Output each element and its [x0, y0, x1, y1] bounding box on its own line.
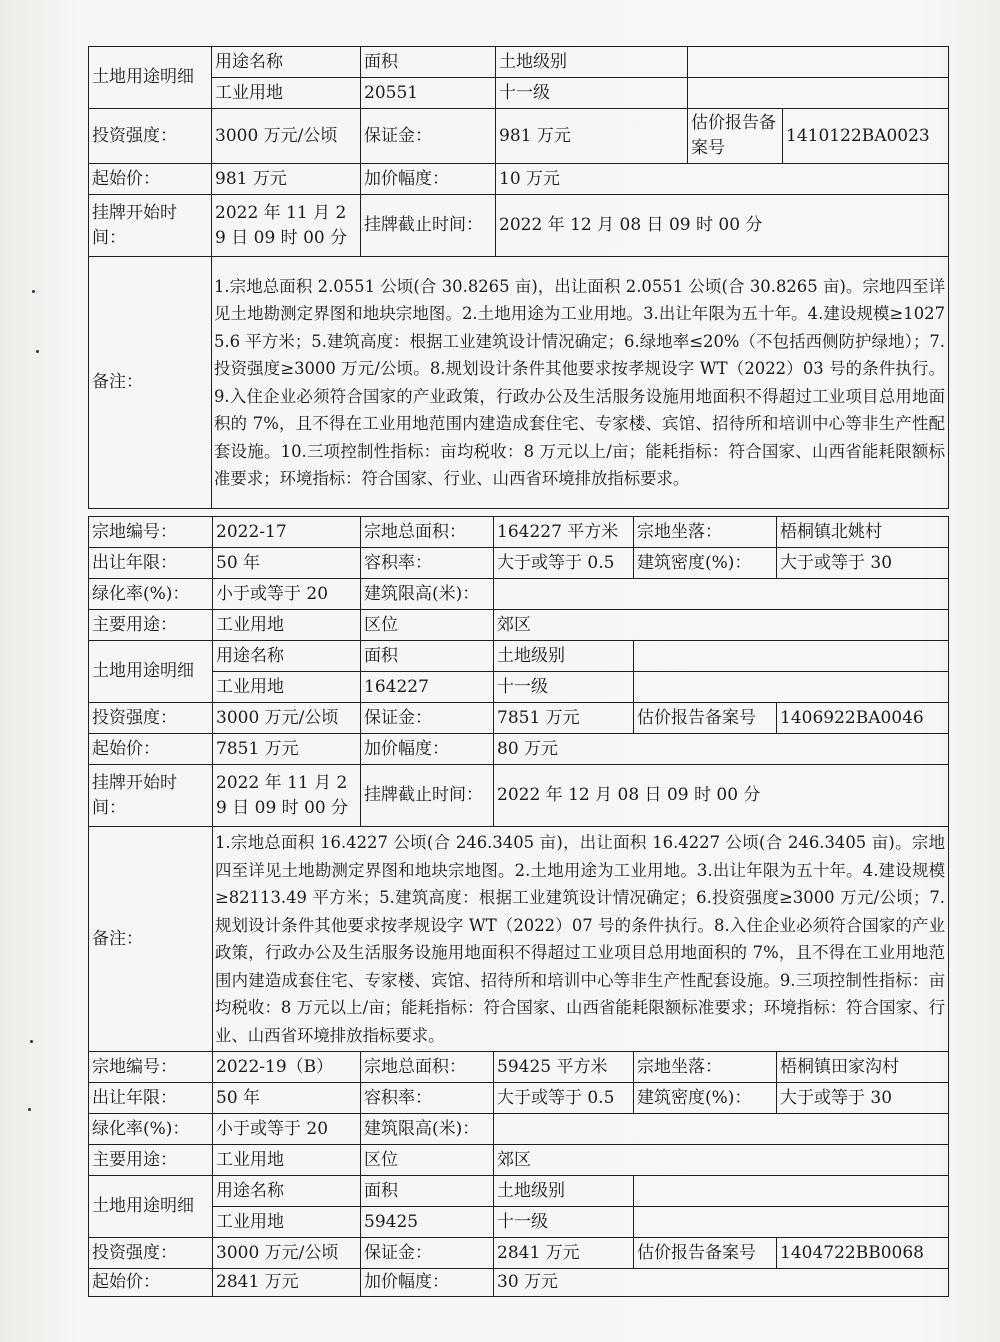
scan-speck: [28, 1108, 31, 1111]
area-header: 面积: [361, 641, 494, 672]
investment-value: 3000 万元/公顷: [212, 109, 361, 164]
density-label: 建筑密度(%)：: [634, 1083, 777, 1114]
increment-value: 80 万元: [494, 734, 949, 765]
main-use-label: 主要用途：: [89, 1145, 213, 1176]
level-value: 十一级: [494, 1207, 634, 1238]
level-header: 土地级别: [496, 47, 688, 78]
location-label: 宗地坐落：: [634, 1052, 777, 1083]
deposit-value: 981 万元: [496, 109, 688, 164]
level-header: 土地级别: [494, 641, 634, 672]
height-label: 建筑限高(米)：: [361, 579, 494, 610]
listing-start-label: 挂牌开始时间：: [89, 195, 212, 257]
green-label: 绿化率(%)：: [89, 1114, 213, 1145]
usage-detail-label: 土地用途明细: [89, 641, 213, 703]
total-area-label: 宗地总面积：: [361, 1052, 494, 1083]
location: 梧桐镇田家沟村: [777, 1052, 949, 1083]
appraisal-label: 估价报告备案号: [688, 109, 783, 164]
increment-label: 加价幅度：: [361, 164, 496, 195]
listing-end-value: 2022 年 12 月 08 日 09 时 00 分: [494, 765, 949, 827]
start-price-value: 7851 万元: [213, 734, 361, 765]
listing-end-label: 挂牌截止时间：: [361, 195, 496, 257]
main-use-label: 主要用途：: [89, 610, 213, 641]
appraisal-value: 1406922BA0046: [777, 703, 949, 734]
area-value: 164227: [361, 672, 494, 703]
density: 大于或等于 30: [777, 1083, 949, 1114]
listing-start-value: 2022 年 11 月 29 日 09 时 00 分: [213, 765, 361, 827]
term: 50 年: [213, 1083, 361, 1114]
far-label: 容积率：: [361, 1083, 494, 1114]
term-label: 出让年限：: [89, 548, 213, 579]
empty-cell: [688, 47, 949, 78]
deposit-value: 2841 万元: [494, 1238, 634, 1269]
scan-speck: [32, 290, 35, 293]
empty-cell: [634, 641, 949, 672]
appraisal-value: 1404722BB0068: [777, 1238, 949, 1269]
total-area: 164227 平方米: [494, 517, 634, 548]
level-value: 十一级: [494, 672, 634, 703]
district-label: 区位: [361, 1145, 494, 1176]
appraisal-label: 估价报告备案号: [634, 1238, 777, 1269]
parcel-no: 2022-17: [213, 517, 361, 548]
listing-start-label: 挂牌开始时间：: [89, 765, 213, 827]
usage-name: 工业用地: [212, 78, 361, 109]
parcel-table-b: [88, 516, 949, 1297]
start-price-value: 2841 万元: [213, 1269, 361, 1297]
term: 50 年: [213, 548, 361, 579]
empty-cell: [634, 1176, 949, 1207]
empty-cell: [688, 78, 949, 109]
main-use: 工业用地: [213, 1145, 361, 1176]
start-price-label: 起始价：: [89, 1269, 213, 1297]
area-value: 59425: [361, 1207, 494, 1238]
start-price-label: 起始价：: [89, 164, 212, 195]
far: 大于或等于 0.5: [494, 1083, 634, 1114]
remarks-text: 1.宗地总面积 16.4227 公顷(合 246.3405 亩)，出让面积 16.4227 公顷(合 246.3405 亩)。宗地四至详见土地勘测定界图和地块宗地图。2.土地用途为工业用地。3.出让年限为五十年。4.建设规模≥82113.49 平方米；5.建筑高度：根据工业建筑设计情况确定；6.投资强度≥3000 万元/公顷；7.规划设计条件其他要求按孝规设字 WT（2022）07 号的条件执行。8.入住企业必须符合国家的产业政策，行政办公及生活服务设施用地面积不得超过工业项目总用地面积的 7%，且不得在工业用地范围内建造成套住宅、专家楼、宾馆、招待所和培训中心等非生产性配套设施。9.三项控制性指标：亩均税收：8 万元以上/亩；能耗指标：符合国家、山西省能耗限额标准要求；环境指标：符合国家、行业、山西省环境排放指标要求。: [213, 827, 949, 1052]
green-label: 绿化率(%)：: [89, 579, 213, 610]
deposit-value: 7851 万元: [494, 703, 634, 734]
parcel-no: 2022-19（B）: [213, 1052, 361, 1083]
listing-end-label: 挂牌截止时间：: [361, 765, 494, 827]
area-header: 面积: [361, 1176, 494, 1207]
empty-cell: [634, 672, 949, 703]
increment-value: 10 万元: [496, 164, 949, 195]
investment-label: 投资强度：: [89, 703, 213, 734]
increment-value: 30 万元: [494, 1269, 949, 1297]
total-area-label: 宗地总面积：: [361, 517, 494, 548]
appraisal-value: 1410122BA0023: [783, 109, 949, 164]
height-label: 建筑限高(米)：: [361, 1114, 494, 1145]
height-value: [494, 579, 949, 610]
density: 大于或等于 30: [777, 548, 949, 579]
increment-label: 加价幅度：: [361, 1269, 494, 1297]
usage-name: 工业用地: [213, 1207, 361, 1238]
density-label: 建筑密度(%)：: [634, 548, 777, 579]
parcel-table-a: [88, 46, 949, 509]
usage-detail-label: 土地用途明细: [89, 47, 212, 109]
far: 大于或等于 0.5: [494, 548, 634, 579]
area-header: 面积: [361, 47, 496, 78]
investment-label: 投资强度：: [89, 1238, 213, 1269]
increment-label: 加价幅度：: [361, 734, 494, 765]
investment-value: 3000 万元/公顷: [213, 1238, 361, 1269]
parcel-no-label: 宗地编号：: [89, 517, 213, 548]
level-value: 十一级: [496, 78, 688, 109]
term-label: 出让年限：: [89, 1083, 213, 1114]
remarks-text: 1.宗地总面积 2.0551 公顷(合 30.8265 亩)，出让面积 2.0551 公顷(合 30.8265 亩)。宗地四至详见土地勘测定界图和地块宗地图。2.土地用途为工业用地。3.出让年限为五十年。4.建设规模≥10275.6 平方米；5.建筑高度：根据工业建筑设计情况确定；6.绿地率≤20%（不包括西侧防护绿地）；7.投资强度≥3000 万元/公顷。8.规划设计条件其他要求按孝规设字 WT（2022）03 号的条件执行。9.入住企业必须符合国家的产业政策，行政办公及生活服务设施用地面积不得超过工业项目总用地面积的 7%，且不得在工业用地范围内建造成套住宅、专家楼、宾馆、招待所和培训中心等非生产性配套设施。10.三项控制性指标：亩均税收：8 万元以上/亩；能耗指标：符合国家、山西省能耗限额标准要求；环境指标：符合国家、行业、山西省环境排放指标要求。: [212, 257, 949, 509]
usage-name-header: 用途名称: [213, 1176, 361, 1207]
usage-name-header: 用途名称: [213, 641, 361, 672]
scan-speck: [36, 350, 39, 353]
deposit-label: 保证金：: [361, 703, 494, 734]
height-value: [494, 1114, 949, 1145]
investment-value: 3000 万元/公顷: [213, 703, 361, 734]
location: 梧桐镇北姚村: [777, 517, 949, 548]
deposit-label: 保证金：: [361, 109, 496, 164]
empty-cell: [634, 1207, 949, 1238]
scan-speck: [30, 1040, 33, 1043]
investment-label: 投资强度：: [89, 109, 212, 164]
usage-name-header: 用途名称: [212, 47, 361, 78]
listing-end-value: 2022 年 12 月 08 日 09 时 00 分: [496, 195, 949, 257]
location-label: 宗地坐落：: [634, 517, 777, 548]
listing-start-value: 2022 年 11 月 29 日 09 时 00 分: [212, 195, 361, 257]
parcel-no-label: 宗地编号：: [89, 1052, 213, 1083]
remarks-label: 备注：: [89, 257, 212, 509]
deposit-label: 保证金：: [361, 1238, 494, 1269]
area-value: 20551: [361, 78, 496, 109]
total-area: 59425 平方米: [494, 1052, 634, 1083]
district: 郊区: [494, 1145, 949, 1176]
usage-detail-label: 土地用途明细: [89, 1176, 213, 1238]
district-label: 区位: [361, 610, 494, 641]
main-use: 工业用地: [213, 610, 361, 641]
level-header: 土地级别: [494, 1176, 634, 1207]
far-label: 容积率：: [361, 548, 494, 579]
green: 小于或等于 20: [213, 1114, 361, 1145]
remarks-label: 备注：: [89, 827, 213, 1052]
usage-name: 工业用地: [213, 672, 361, 703]
green: 小于或等于 20: [213, 579, 361, 610]
appraisal-label: 估价报告备案号: [634, 703, 777, 734]
start-price-value: 981 万元: [212, 164, 361, 195]
district: 郊区: [494, 610, 949, 641]
start-price-label: 起始价：: [89, 734, 213, 765]
